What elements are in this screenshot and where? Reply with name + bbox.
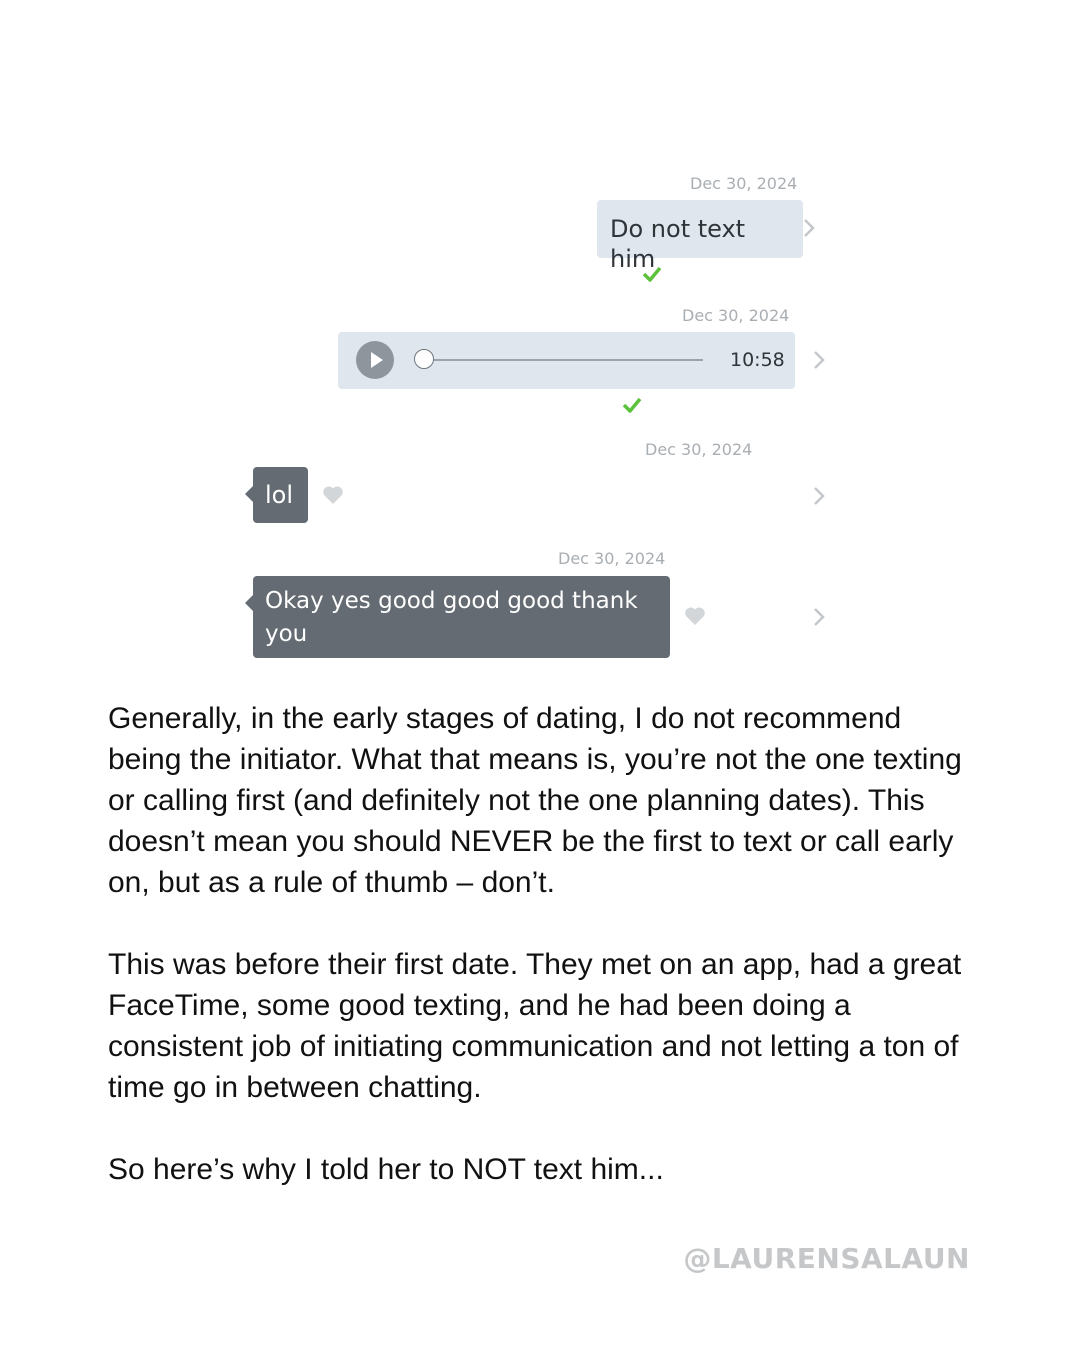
message-timestamp: Dec 30, 2024	[690, 174, 798, 193]
article-paragraph: This was before their first date. They met on an app, had a great FaceTime, some good texting, and he had been doing a consistent job of initiating communication and not letting a ton of time go in between chatting.	[108, 948, 962, 1104]
audio-progress-track[interactable]	[425, 359, 703, 361]
audio-duration: 10:58	[730, 349, 785, 371]
chevron-right-icon[interactable]	[808, 605, 832, 629]
chevron-right-icon[interactable]	[798, 216, 822, 240]
voice-message-bubble	[338, 332, 795, 389]
article-paragraph: Generally, in the early stages of dating, I do not recommend being the initiator. What that means is, you’re not the one texting or calling first (and definitely not the one planning dates). This doesn’t mean you should NEVER be the first to text or call early on, but as a rule of thumb – don’t.	[108, 702, 962, 899]
message-timestamp: Dec 30, 2024	[682, 306, 790, 325]
audio-scrubber-handle[interactable]	[414, 349, 434, 369]
chevron-right-icon[interactable]	[808, 484, 832, 508]
message-timestamp: Dec 30, 2024	[645, 440, 753, 459]
outgoing-message-bubble[interactable]: Do not text him	[597, 200, 803, 258]
heart-icon[interactable]	[322, 485, 344, 505]
play-button[interactable]	[356, 341, 394, 379]
chevron-right-icon[interactable]	[808, 348, 832, 372]
play-icon	[356, 341, 394, 379]
message-timestamp: Dec 30, 2024	[558, 549, 666, 568]
incoming-message-bubble[interactable]: Okay yes good good good thank you	[253, 576, 670, 658]
author-handle: @LAURENSALAUN	[683, 1242, 970, 1275]
article-paragraph: So here’s why I told her to NOT text him...	[108, 1153, 664, 1186]
heart-icon[interactable]	[684, 606, 706, 626]
incoming-message-bubble[interactable]: lol	[253, 467, 308, 523]
check-icon	[622, 396, 642, 414]
check-icon	[642, 265, 662, 283]
